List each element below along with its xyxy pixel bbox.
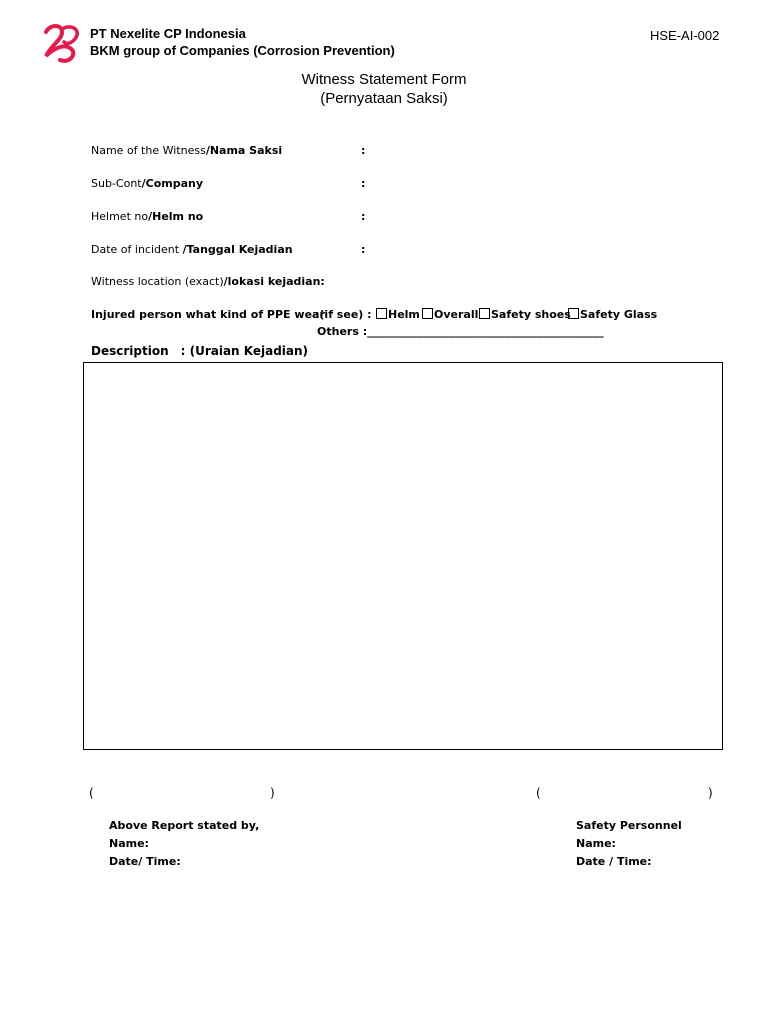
company-name: PT Nexelite CP Indonesia (90, 26, 246, 41)
incident-date-colon: : (361, 243, 366, 256)
witness-name-colon: : (361, 144, 366, 157)
reporter-name-label: Name: (109, 837, 149, 850)
ppe-label: Injured person what kind of PPE wear (91, 308, 325, 321)
incident-date-label: Date of incident /Tanggal Kejadian (91, 243, 293, 256)
witness-name-label: Name of the Witness/Nama Saksi (91, 144, 283, 157)
description-box[interactable] (83, 362, 723, 750)
reporter-datetime-label: Date/ Time: (109, 855, 181, 868)
safety-personnel-datetime-label: Date / Time: (576, 855, 652, 868)
safety-personnel-name-label: Name: (576, 837, 616, 850)
safety-personnel-heading: Safety Personnel (576, 819, 682, 832)
company-group: BKM group of Companies (Corrosion Prevention) (90, 43, 395, 58)
ppe-option-overall[interactable]: Overall (422, 308, 478, 321)
right-signature-close: ) (708, 786, 713, 800)
checkbox-icon[interactable] (422, 308, 433, 319)
form-subtitle: (Pernyataan Saksi) (320, 90, 448, 107)
description-label: Description : (Uraian Kejadian) (91, 344, 309, 358)
witness-location-label: Witness location (exact)/lokasi kejadian: (91, 275, 325, 288)
company-logo (40, 22, 84, 64)
left-signature-open: ( (89, 786, 94, 800)
ppe-qualifier: :(if see) : (315, 308, 372, 321)
checkbox-icon[interactable] (376, 308, 387, 319)
left-signature-close: ) (270, 786, 275, 800)
ppe-others-line: Others :___________________________________________ (317, 325, 604, 338)
checkbox-icon[interactable] (479, 308, 490, 319)
right-signature-open: ( (536, 786, 541, 800)
subcont-company-label: Sub-Cont/Company (91, 177, 204, 190)
helmet-no-label: Helmet no/Helm no (91, 210, 204, 223)
ppe-option-safety-glass[interactable]: Safety Glass (568, 308, 657, 321)
document-code: HSE-AI-002 (650, 28, 720, 43)
reporter-heading: Above Report stated by, (109, 819, 260, 832)
checkbox-icon[interactable] (568, 308, 579, 319)
subcont-company-colon: : (361, 177, 366, 190)
ppe-option-helm[interactable]: Helm (376, 308, 420, 321)
form-title: Witness Statement Form (301, 71, 467, 88)
ppe-option-safety-shoes[interactable]: Safety shoes (479, 308, 571, 321)
helmet-no-colon: : (361, 210, 366, 223)
